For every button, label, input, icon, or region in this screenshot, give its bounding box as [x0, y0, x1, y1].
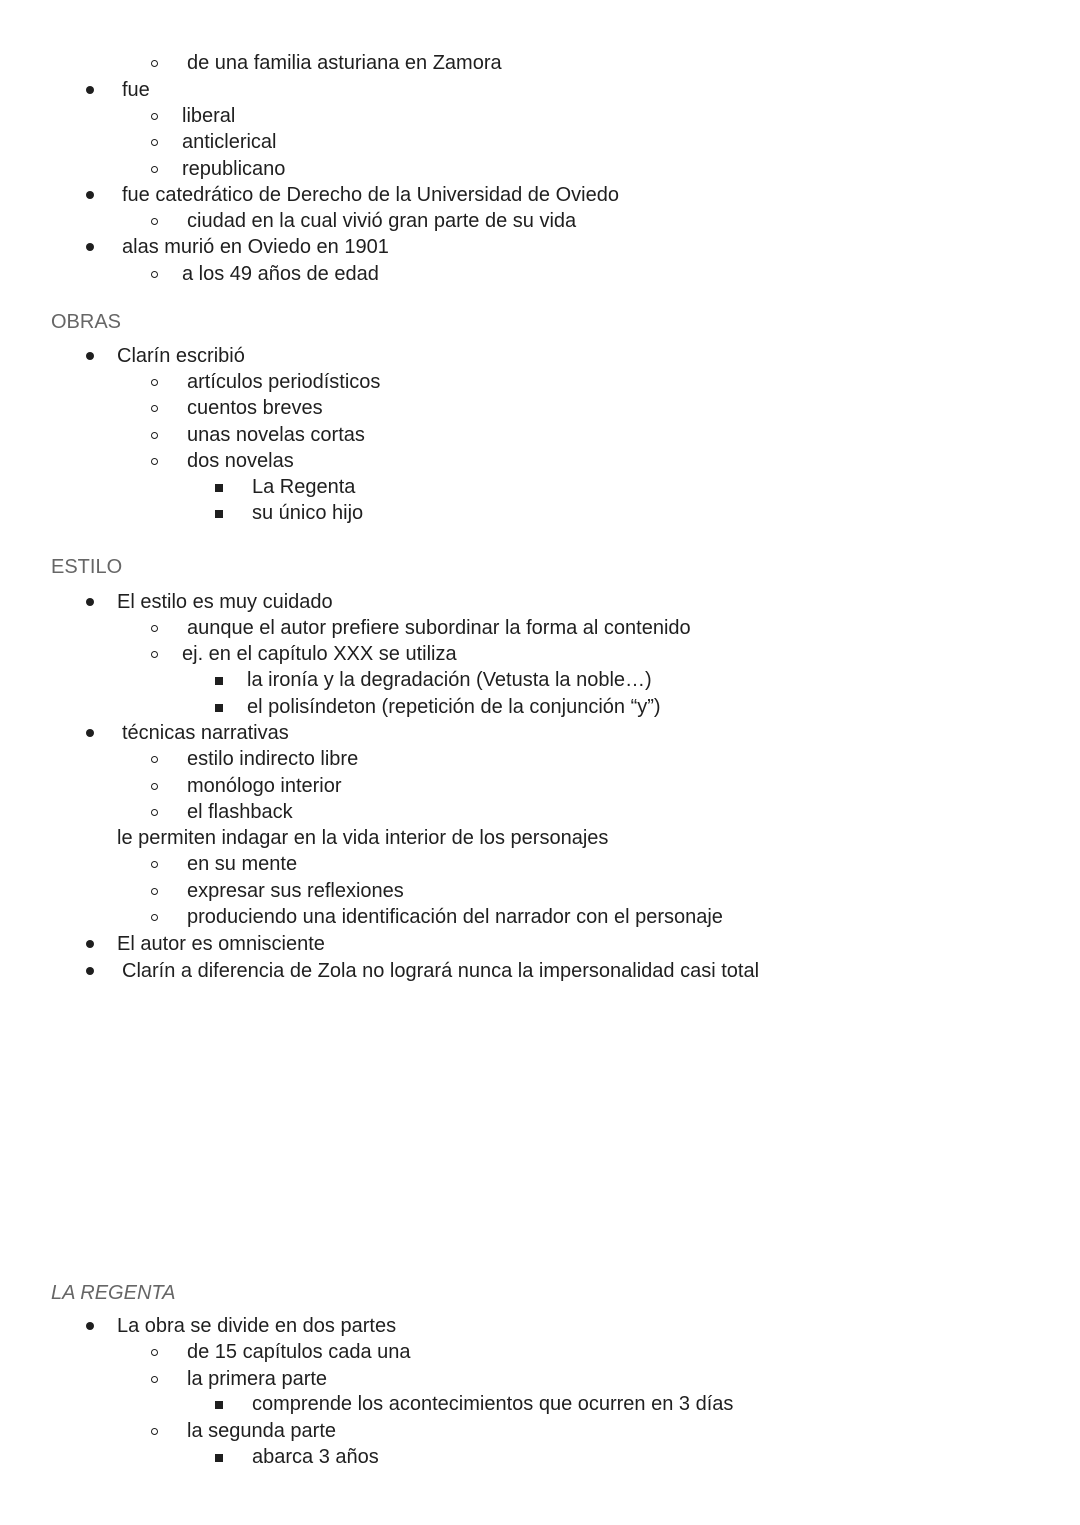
circle-bullet-icon	[151, 218, 158, 225]
circle-bullet-icon	[151, 1349, 158, 1356]
list-item: fue	[122, 79, 150, 101]
circle-bullet-icon	[151, 379, 158, 386]
circle-bullet-icon	[151, 1428, 158, 1435]
bullet-icon	[86, 940, 94, 948]
list-item: artículos periodísticos	[187, 371, 381, 393]
circle-bullet-icon	[151, 1376, 158, 1383]
circle-bullet-icon	[151, 458, 158, 465]
list-item: aunque el autor prefiere subordinar la forma al contenido	[187, 617, 691, 639]
circle-bullet-icon	[151, 809, 158, 816]
circle-bullet-icon	[151, 914, 158, 921]
list-item: de 15 capítulos cada una	[187, 1341, 411, 1363]
list-item: fue catedrático de Derecho de la Universidad de Oviedo	[122, 184, 619, 206]
list-item: el polisíndeton (repetición de la conjunción “y”)	[247, 696, 661, 718]
list-item: la primera parte	[187, 1368, 328, 1390]
square-bullet-icon	[215, 1401, 223, 1409]
square-bullet-icon	[215, 484, 223, 492]
list-item: su único hijo	[252, 502, 364, 524]
circle-bullet-icon	[151, 271, 158, 278]
circle-bullet-icon	[151, 60, 158, 67]
square-bullet-icon	[215, 704, 223, 712]
list-item: a los 49 años de edad	[182, 263, 379, 285]
circle-bullet-icon	[151, 783, 158, 790]
list-item: El estilo es muy cuidado	[117, 591, 333, 613]
list-item: abarca 3 años	[252, 1446, 379, 1468]
square-bullet-icon	[215, 510, 223, 518]
circle-bullet-icon	[151, 756, 158, 763]
circle-bullet-icon	[151, 651, 158, 658]
list-item: el flashback	[187, 801, 293, 823]
bullet-icon	[86, 86, 94, 94]
list-item: de una familia asturiana en Zamora	[187, 52, 502, 74]
list-item: Clarín escribió	[117, 345, 245, 367]
list-item: ej. en el capítulo XXX se utiliza	[182, 643, 457, 665]
bullet-icon	[86, 243, 94, 251]
list-item: dos novelas	[187, 450, 294, 472]
paragraph: le permiten indagar en la vida interior de los personajes	[117, 827, 609, 849]
list-item: La Regenta	[252, 476, 356, 498]
list-item: la ironía y la degradación (Vetusta la noble…)	[247, 669, 652, 691]
list-item: Clarín a diferencia de Zola no logrará nunca la impersonalidad casi total	[122, 960, 760, 982]
circle-bullet-icon	[151, 405, 158, 412]
circle-bullet-icon	[151, 432, 158, 439]
circle-bullet-icon	[151, 888, 158, 895]
list-item: cuentos breves	[187, 397, 323, 419]
circle-bullet-icon	[151, 113, 158, 120]
bullet-icon	[86, 191, 94, 199]
list-item: monólogo interior	[187, 775, 342, 797]
list-item: liberal	[182, 105, 236, 127]
bullet-icon	[86, 967, 94, 975]
list-item: comprende los acontecimientos que ocurren en 3 días	[252, 1393, 734, 1415]
list-item: expresar sus reflexiones	[187, 880, 404, 902]
bullet-icon	[86, 352, 94, 360]
bullet-icon	[86, 729, 94, 737]
list-item: en su mente	[187, 853, 298, 875]
list-item: técnicas narrativas	[122, 722, 289, 744]
list-item: republicano	[182, 158, 286, 180]
list-item: alas murió en Oviedo en 1901	[122, 236, 389, 258]
circle-bullet-icon	[151, 625, 158, 632]
list-item: La obra se divide en dos partes	[117, 1315, 397, 1337]
list-item: anticlerical	[182, 131, 277, 153]
circle-bullet-icon	[151, 139, 158, 146]
square-bullet-icon	[215, 677, 223, 685]
list-item: estilo indirecto libre	[187, 748, 359, 770]
bullet-icon	[86, 1322, 94, 1330]
section-heading-la-regenta: LA REGENTA	[51, 1282, 176, 1304]
square-bullet-icon	[215, 1454, 223, 1462]
section-heading-obras: OBRAS	[51, 311, 122, 333]
section-heading-estilo: ESTILO	[51, 556, 123, 578]
bullet-icon	[86, 598, 94, 606]
list-item: unas novelas cortas	[187, 424, 365, 446]
list-item: produciendo una identificación del narrador con el personaje	[187, 906, 723, 928]
list-item: la segunda parte	[187, 1420, 337, 1442]
circle-bullet-icon	[151, 166, 158, 173]
list-item: ciudad en la cual vivió gran parte de su vida	[187, 210, 577, 232]
list-item: El autor es omnisciente	[117, 933, 325, 955]
circle-bullet-icon	[151, 861, 158, 868]
